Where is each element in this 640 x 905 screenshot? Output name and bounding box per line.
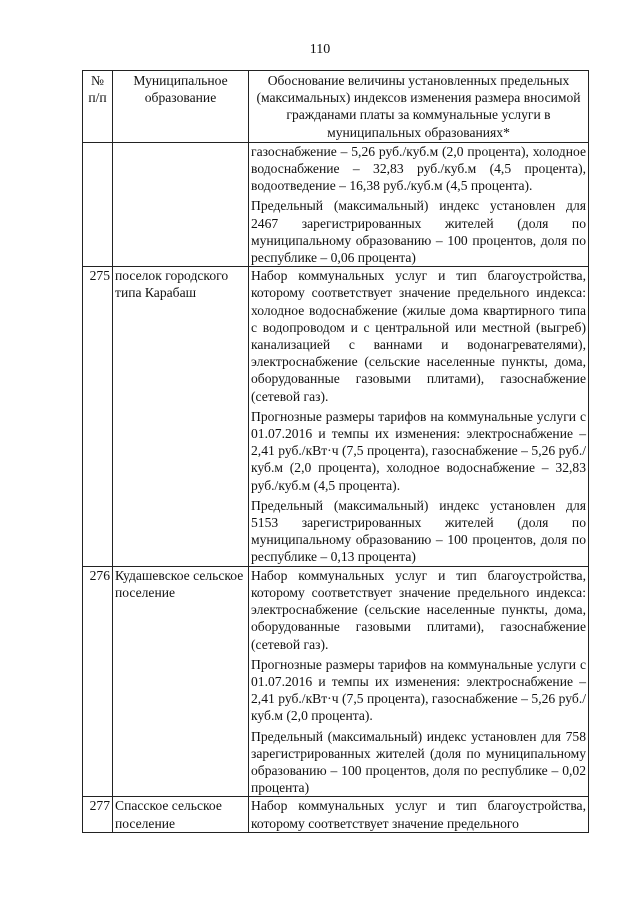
services-paragraph: Набор коммунальных услуг и тип благоустройства, которому соответствует значение предельного индекса: холодное водоснабжение (жилые дома квартирного типа с водопроводом и с центральной или местной (выгреб) канализацией с ваннами и водонагревателями), электроснабжение (сельские населенные пункты, дома, оборудованные газовыми плитами), газоснабжение (сетевой газ). — [251, 268, 586, 404]
header-municipality: Муниципальное образование — [113, 71, 249, 143]
page-number: 110 — [309, 42, 331, 57]
table-header-row — [83, 71, 589, 143]
cell-justification — [249, 566, 589, 797]
services-paragraph: Набор коммунальных услуг и тип благоустройства, которому соответствует значение предельного — [251, 798, 586, 831]
table-row — [83, 267, 589, 566]
cell-number: 275 — [83, 267, 113, 566]
header-number: № п/п — [83, 71, 113, 143]
cell-number: 277 — [83, 797, 113, 832]
header-justification: Обоснование величины установленных предельных (максимальных) индексов изменения размера вносимой гражданами платы за коммунальные услуги в муниципальных образованиях* — [249, 71, 589, 143]
cell-number: 276 — [83, 566, 113, 797]
tariff-index-table — [82, 70, 589, 833]
cell-justification — [249, 142, 589, 266]
tariffs-paragraph: Прогнозные размеры тарифов на коммунальные услуги с 01.07.2016 и темпы их изменения: электроснабжение – 2,41 руб./кВт·ч (7,5 процента), газоснабжение – 5,26 руб./куб.м (2,0 процента), холодное водоснабжение – 32,83 руб./куб.м (4,5 процента). — [251, 408, 586, 493]
cell-municipality: Кудашевское сельское поселение — [113, 566, 249, 797]
cell-justification — [249, 797, 589, 832]
table-row-continuation — [83, 142, 589, 266]
tariffs-paragraph: газоснабжение – 5,26 руб./куб.м (2,0 процента), холодное водоснабжение – 32,83 руб./куб.м (4,5 процента), водоотведение – 16,38 руб./куб.м (4,5 процента). — [251, 143, 586, 194]
table-row — [83, 566, 589, 797]
cell-municipality — [113, 142, 249, 266]
cell-municipality: поселок городского типа Карабаш — [113, 267, 249, 566]
cell-number — [83, 142, 113, 266]
tariffs-paragraph: Прогнозные размеры тарифов на коммунальные услуги с 01.07.2016 и темпы их изменения: электроснабжение – 2,41 руб./кВт·ч (7,5 процента), газоснабжение – 5,26 руб./куб.м (2,0 процента). — [251, 656, 586, 724]
index-paragraph: Предельный (максимальный) индекс установлен для 758 зарегистрированных жителей (доля по муниципальному образованию – 100 процентов, доля по республике – 0,02 процента) — [251, 728, 586, 796]
cell-justification — [249, 267, 589, 566]
cell-municipality: Спасское сельское поселение — [113, 797, 249, 832]
table-row — [83, 797, 589, 832]
index-paragraph: Предельный (максимальный) индекс установлен для 5153 зарегистрированных жителей (доля по муниципальному образованию – 100 процентов, доля по республике – 0,13 процента) — [251, 497, 586, 565]
services-paragraph: Набор коммунальных услуг и тип благоустройства, которому соответствует значение предельного индекса: электроснабжение (сельские населенные пункты, дома, оборудованные газовыми плитами), газоснабжение (сетевой газ). — [251, 567, 586, 652]
index-paragraph: Предельный (максимальный) индекс установлен для 2467 зарегистрированных жителей (доля по муниципальному образованию – 100 процентов, доля по республике – 0,06 процента) — [251, 198, 586, 266]
